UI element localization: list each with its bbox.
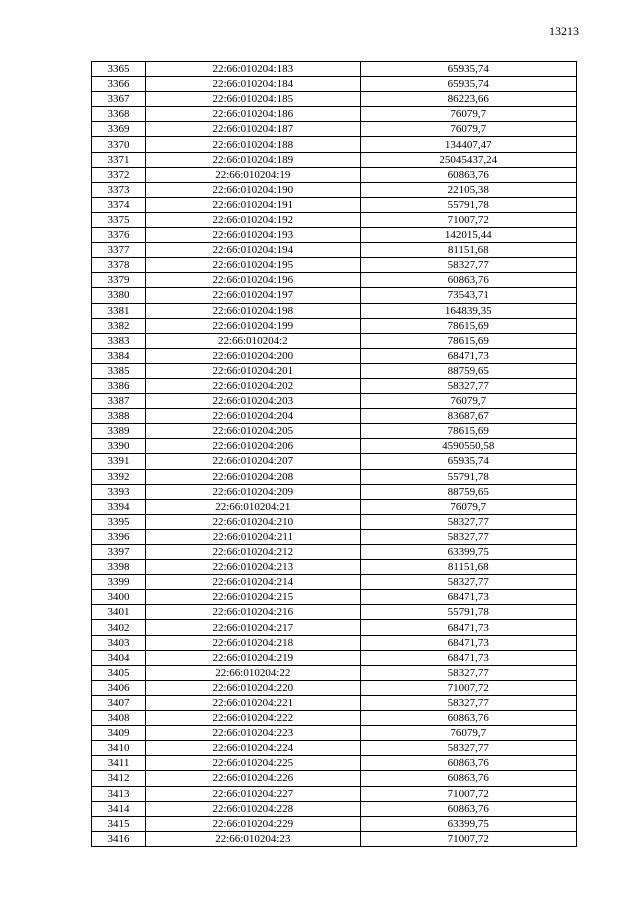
- cadastral-number-cell: 22:66:010204:213: [146, 560, 360, 575]
- table-row: [92, 394, 577, 409]
- row-number-cell: 3413: [92, 786, 146, 801]
- cadastral-number-cell: 22:66:010204:212: [146, 545, 360, 560]
- cadastral-number-cell: 22:66:010204:203: [146, 394, 360, 409]
- cadastral-number-cell: 22:66:010204:205: [146, 424, 360, 439]
- row-number-cell: 3405: [92, 665, 146, 680]
- cadastral-value-cell: 65935,74: [360, 454, 576, 469]
- table-row: [92, 695, 577, 710]
- row-number-cell: 3399: [92, 575, 146, 590]
- cadastral-number-cell: 22:66:010204:216: [146, 605, 360, 620]
- cadastral-value-cell: 65935,74: [360, 77, 576, 92]
- row-number-cell: 3380: [92, 288, 146, 303]
- cadastral-number-cell: 22:66:010204:22: [146, 665, 360, 680]
- cadastral-number-cell: 22:66:010204:183: [146, 62, 360, 77]
- row-number-cell: 3415: [92, 816, 146, 831]
- cadastral-number-cell: 22:66:010204:211: [146, 529, 360, 544]
- cadastral-value-cell: 134407,47: [360, 137, 576, 152]
- cadastral-value-cell: 58327,77: [360, 514, 576, 529]
- cadastral-number-cell: 22:66:010204:207: [146, 454, 360, 469]
- cadastral-number-cell: 22:66:010204:189: [146, 152, 360, 167]
- cadastral-number-cell: 22:66:010204:2: [146, 333, 360, 348]
- cadastral-value-cell: 63399,75: [360, 816, 576, 831]
- cadastral-value-cell: 63399,75: [360, 545, 576, 560]
- cadastral-number-cell: 22:66:010204:209: [146, 484, 360, 499]
- cadastral-value-cell: 60863,76: [360, 273, 576, 288]
- table-row: [92, 122, 577, 137]
- row-number-cell: 3386: [92, 378, 146, 393]
- table-row: [92, 424, 577, 439]
- table-row: [92, 650, 577, 665]
- table-row: [92, 107, 577, 122]
- cadastral-number-cell: 22:66:010204:208: [146, 469, 360, 484]
- row-number-cell: 3387: [92, 394, 146, 409]
- table-row: [92, 212, 577, 227]
- row-number-cell: 3396: [92, 529, 146, 544]
- row-number-cell: 3404: [92, 650, 146, 665]
- row-number-cell: 3400: [92, 590, 146, 605]
- row-number-cell: 3379: [92, 273, 146, 288]
- cadastral-number-cell: 22:66:010204:23: [146, 831, 360, 846]
- cadastral-number-cell: 22:66:010204:188: [146, 137, 360, 152]
- row-number-cell: 3367: [92, 92, 146, 107]
- cadastral-value-cell: 71007,72: [360, 831, 576, 846]
- cadastral-value-cell: 78615,69: [360, 318, 576, 333]
- cadastral-number-cell: 22:66:010204:193: [146, 228, 360, 243]
- row-number-cell: 3383: [92, 333, 146, 348]
- row-number-cell: 3401: [92, 605, 146, 620]
- cadastral-number-cell: 22:66:010204:201: [146, 363, 360, 378]
- cadastral-value-cell: 76079,7: [360, 726, 576, 741]
- table-row: [92, 303, 577, 318]
- table-row: [92, 816, 577, 831]
- table-row: [92, 62, 577, 77]
- cadastral-value-cell: 58327,77: [360, 741, 576, 756]
- cadastral-number-cell: 22:66:010204:225: [146, 756, 360, 771]
- cadastral-value-cell: 68471,73: [360, 590, 576, 605]
- cadastral-number-cell: 22:66:010204:214: [146, 575, 360, 590]
- table-row: [92, 273, 577, 288]
- table-row: [92, 529, 577, 544]
- cadastral-value-cell: 88759,65: [360, 363, 576, 378]
- cadastral-number-cell: 22:66:010204:215: [146, 590, 360, 605]
- cadastral-value-cell: 73543,71: [360, 288, 576, 303]
- table-row: [92, 514, 577, 529]
- table-row: [92, 711, 577, 726]
- cadastral-value-cell: 76079,7: [360, 499, 576, 514]
- cadastral-value-cell: 65935,74: [360, 62, 576, 77]
- row-number-cell: 3376: [92, 228, 146, 243]
- cadastral-value-cell: 58327,77: [360, 695, 576, 710]
- table-row: [92, 318, 577, 333]
- row-number-cell: 3389: [92, 424, 146, 439]
- cadastral-value-cell: 164839,35: [360, 303, 576, 318]
- cadastral-number-cell: 22:66:010204:199: [146, 318, 360, 333]
- cadastral-number-cell: 22:66:010204:210: [146, 514, 360, 529]
- cadastral-number-cell: 22:66:010204:226: [146, 771, 360, 786]
- table-row: [92, 137, 577, 152]
- cadastral-number-cell: 22:66:010204:229: [146, 816, 360, 831]
- row-number-cell: 3402: [92, 620, 146, 635]
- table-body: [92, 62, 577, 847]
- row-number-cell: 3388: [92, 409, 146, 424]
- cadastral-value-cell: 60863,76: [360, 756, 576, 771]
- table-row: [92, 620, 577, 635]
- cadastral-value-cell: 60863,76: [360, 801, 576, 816]
- cadastral-number-cell: 22:66:010204:184: [146, 77, 360, 92]
- cadastral-value-cell: 58327,77: [360, 665, 576, 680]
- cadastral-number-cell: 22:66:010204:190: [146, 182, 360, 197]
- table-row: [92, 726, 577, 741]
- cadastral-value-cell: 58327,77: [360, 258, 576, 273]
- cadastral-number-cell: 22:66:010204:222: [146, 711, 360, 726]
- cadastral-value-cell: 60863,76: [360, 167, 576, 182]
- row-number-cell: 3374: [92, 197, 146, 212]
- table-row: [92, 801, 577, 816]
- cadastral-value-cell: 81151,68: [360, 243, 576, 258]
- row-number-cell: 3369: [92, 122, 146, 137]
- table-row: [92, 258, 577, 273]
- page-number: 13213: [549, 24, 579, 38]
- cadastral-value-cell: 68471,73: [360, 635, 576, 650]
- cadastral-value-cell: 55791,78: [360, 605, 576, 620]
- cadastral-number-cell: 22:66:010204:185: [146, 92, 360, 107]
- cadastral-value-table: [91, 61, 577, 847]
- row-number-cell: 3393: [92, 484, 146, 499]
- cadastral-number-cell: 22:66:010204:219: [146, 650, 360, 665]
- cadastral-value-cell: 76079,7: [360, 107, 576, 122]
- table-row: [92, 665, 577, 680]
- table-row: [92, 378, 577, 393]
- row-number-cell: 3385: [92, 363, 146, 378]
- table-row: [92, 590, 577, 605]
- table-row: [92, 333, 577, 348]
- table-row: [92, 228, 577, 243]
- cadastral-value-cell: 58327,77: [360, 378, 576, 393]
- cadastral-number-cell: 22:66:010204:197: [146, 288, 360, 303]
- cadastral-number-cell: 22:66:010204:192: [146, 212, 360, 227]
- row-number-cell: 3410: [92, 741, 146, 756]
- table-row: [92, 786, 577, 801]
- cadastral-number-cell: 22:66:010204:186: [146, 107, 360, 122]
- table-row: [92, 243, 577, 258]
- cadastral-number-cell: 22:66:010204:194: [146, 243, 360, 258]
- cadastral-value-cell: 81151,68: [360, 560, 576, 575]
- table-row: [92, 741, 577, 756]
- table-row: [92, 545, 577, 560]
- cadastral-number-cell: 22:66:010204:196: [146, 273, 360, 288]
- row-number-cell: 3392: [92, 469, 146, 484]
- row-number-cell: 3377: [92, 243, 146, 258]
- cadastral-value-cell: 68471,73: [360, 620, 576, 635]
- table-row: [92, 756, 577, 771]
- table-row: [92, 560, 577, 575]
- cadastral-value-cell: 25045437,24: [360, 152, 576, 167]
- cadastral-number-cell: 22:66:010204:19: [146, 167, 360, 182]
- cadastral-value-cell: 55791,78: [360, 469, 576, 484]
- row-number-cell: 3407: [92, 695, 146, 710]
- cadastral-value-cell: 71007,72: [360, 212, 576, 227]
- cadastral-number-cell: 22:66:010204:227: [146, 786, 360, 801]
- cadastral-number-cell: 22:66:010204:191: [146, 197, 360, 212]
- cadastral-value-cell: 22105,38: [360, 182, 576, 197]
- row-number-cell: 3375: [92, 212, 146, 227]
- cadastral-number-cell: 22:66:010204:220: [146, 680, 360, 695]
- row-number-cell: 3408: [92, 711, 146, 726]
- table-row: [92, 575, 577, 590]
- row-number-cell: 3366: [92, 77, 146, 92]
- cadastral-number-cell: 22:66:010204:187: [146, 122, 360, 137]
- row-number-cell: 3412: [92, 771, 146, 786]
- row-number-cell: 3371: [92, 152, 146, 167]
- cadastral-value-cell: 68471,73: [360, 650, 576, 665]
- cadastral-value-cell: 58327,77: [360, 529, 576, 544]
- table-row: [92, 499, 577, 514]
- table-row: [92, 831, 577, 846]
- row-number-cell: 3403: [92, 635, 146, 650]
- cadastral-number-cell: 22:66:010204:200: [146, 348, 360, 363]
- table-row: [92, 409, 577, 424]
- cadastral-number-cell: 22:66:010204:195: [146, 258, 360, 273]
- cadastral-value-cell: 86223,66: [360, 92, 576, 107]
- cadastral-number-cell: 22:66:010204:206: [146, 439, 360, 454]
- row-number-cell: 3394: [92, 499, 146, 514]
- cadastral-value-cell: 78615,69: [360, 333, 576, 348]
- table-row: [92, 469, 577, 484]
- row-number-cell: 3382: [92, 318, 146, 333]
- row-number-cell: 3384: [92, 348, 146, 363]
- cadastral-number-cell: 22:66:010204:221: [146, 695, 360, 710]
- cadastral-number-cell: 22:66:010204:21: [146, 499, 360, 514]
- table-row: [92, 152, 577, 167]
- cadastral-number-cell: 22:66:010204:218: [146, 635, 360, 650]
- cadastral-value-cell: 76079,7: [360, 122, 576, 137]
- row-number-cell: 3416: [92, 831, 146, 846]
- table-row: [92, 484, 577, 499]
- cadastral-value-cell: 55791,78: [360, 197, 576, 212]
- cadastral-value-cell: 142015,44: [360, 228, 576, 243]
- cadastral-value-cell: 78615,69: [360, 424, 576, 439]
- row-number-cell: 3398: [92, 560, 146, 575]
- cadastral-number-cell: 22:66:010204:224: [146, 741, 360, 756]
- row-number-cell: 3406: [92, 680, 146, 695]
- row-number-cell: 3397: [92, 545, 146, 560]
- cadastral-value-cell: 4590550,58: [360, 439, 576, 454]
- table-row: [92, 605, 577, 620]
- table-row: [92, 77, 577, 92]
- table-row: [92, 439, 577, 454]
- cadastral-value-cell: 58327,77: [360, 575, 576, 590]
- cadastral-value-cell: 68471,73: [360, 348, 576, 363]
- cadastral-value-cell: 60863,76: [360, 711, 576, 726]
- row-number-cell: 3411: [92, 756, 146, 771]
- cadastral-number-cell: 22:66:010204:204: [146, 409, 360, 424]
- table-row: [92, 635, 577, 650]
- cadastral-value-cell: 88759,65: [360, 484, 576, 499]
- cadastral-value-cell: 71007,72: [360, 680, 576, 695]
- table-row: [92, 680, 577, 695]
- table-row: [92, 92, 577, 107]
- cadastral-number-cell: 22:66:010204:202: [146, 378, 360, 393]
- row-number-cell: 3378: [92, 258, 146, 273]
- row-number-cell: 3373: [92, 182, 146, 197]
- cadastral-value-cell: 83687,67: [360, 409, 576, 424]
- table-row: [92, 348, 577, 363]
- table-row: [92, 771, 577, 786]
- table-row: [92, 167, 577, 182]
- row-number-cell: 3390: [92, 439, 146, 454]
- row-number-cell: 3370: [92, 137, 146, 152]
- table-row: [92, 363, 577, 378]
- cadastral-value-cell: 60863,76: [360, 771, 576, 786]
- row-number-cell: 3381: [92, 303, 146, 318]
- table-row: [92, 182, 577, 197]
- row-number-cell: 3395: [92, 514, 146, 529]
- row-number-cell: 3372: [92, 167, 146, 182]
- row-number-cell: 3368: [92, 107, 146, 122]
- cadastral-number-cell: 22:66:010204:217: [146, 620, 360, 635]
- row-number-cell: 3365: [92, 62, 146, 77]
- row-number-cell: 3391: [92, 454, 146, 469]
- cadastral-value-cell: 76079,7: [360, 394, 576, 409]
- row-number-cell: 3409: [92, 726, 146, 741]
- cadastral-value-cell: 71007,72: [360, 786, 576, 801]
- cadastral-number-cell: 22:66:010204:228: [146, 801, 360, 816]
- cadastral-number-cell: 22:66:010204:198: [146, 303, 360, 318]
- row-number-cell: 3414: [92, 801, 146, 816]
- table-row: [92, 197, 577, 212]
- table-row: [92, 454, 577, 469]
- table-row: [92, 288, 577, 303]
- cadastral-number-cell: 22:66:010204:223: [146, 726, 360, 741]
